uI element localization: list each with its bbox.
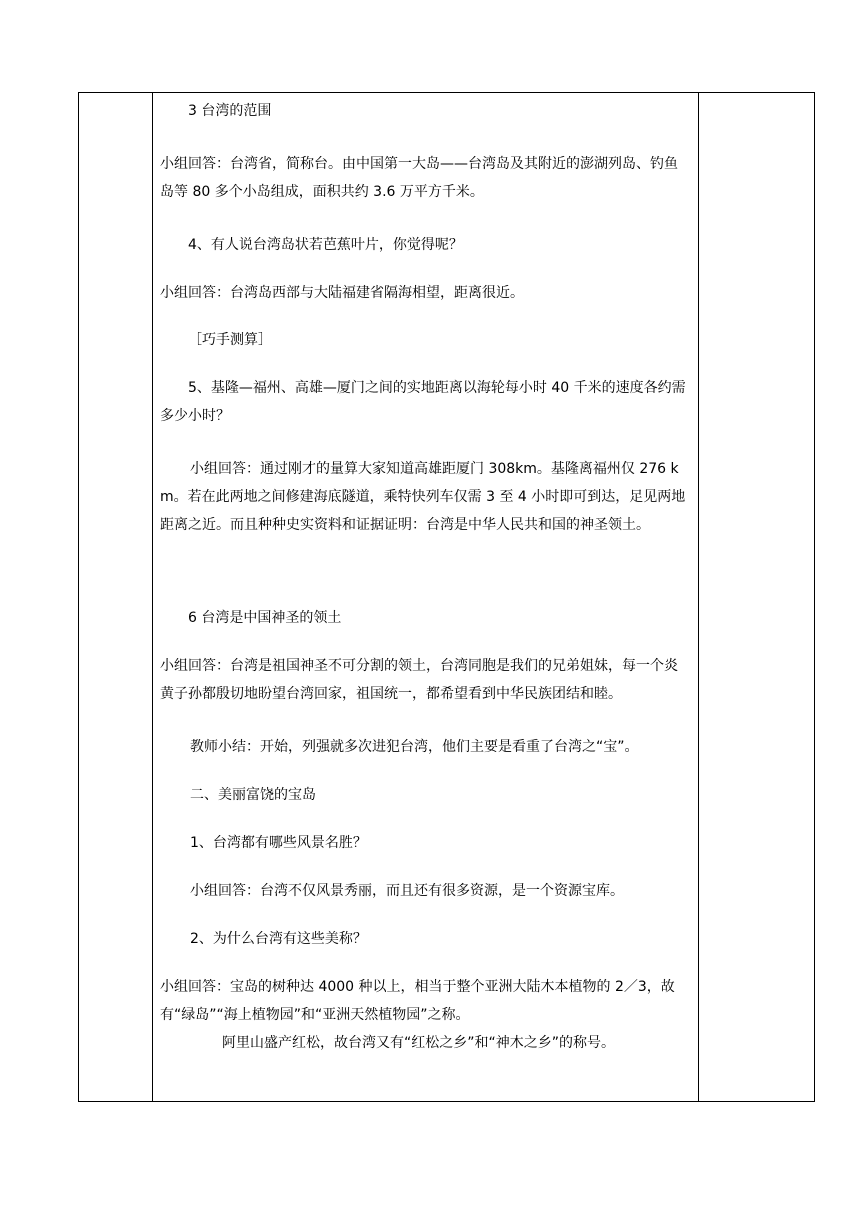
section-heading-treasure-island: 二、美丽富饶的宝岛 [190,787,316,803]
answer-nicknames: 小组回答：宝岛的树种达 4000 种以上，相当于整个亚洲大陆木本植物的 2／3，故有“绿岛”“海上植物园”和“亚洲天然植物园”之称。 [160,979,675,1023]
question-scenic-spots: 1、台湾都有哪些风景名胜？ [190,835,367,851]
answer-distance: 小组回答：通过刚才的量算大家知道高雄距厦门 308km。基隆离福州仅 276 km。若在此两地之间修建海底隧道，乘特快列车仅需 3 至 4 小时即可到达，足见两地距离之近。而且种种史实资料和证据证明：台湾是中华人民共和国的神圣领土。 [160,461,686,533]
table-column-divider-left [152,93,153,1101]
lesson-table [78,92,815,1102]
heading-sacred-territory: 6 台湾是中国神圣的领土 [188,610,342,626]
question-banana-leaf: 4、有人说台湾岛状若芭蕉叶片，你觉得呢？ [188,237,463,253]
answer-scenic-spots: 小组回答：台湾不仅风景秀丽，而且还有很多资源，是一个资源宝库。 [190,883,624,899]
answer-sacred-territory: 小组回答：台湾是祖国神圣不可分割的领土，台湾同胞是我们的兄弟姐妹，每一个炎黄子孙都殷切地盼望台湾回家，祖国统一，都希望看到中华民族团结和睦。 [160,658,678,702]
answer-taiwan-scope: 小组回答：台湾省，简称台。由中国第一大岛——台湾岛及其附近的澎湖列岛、钓鱼岛等 80 多个小岛组成，面积共约 3.6 万平方千米。 [160,156,678,200]
table-column-divider-right [698,93,699,1101]
teacher-summary: 教师小结：开始，列强就多次进犯台湾，他们主要是看重了台湾之“宝”。 [190,739,639,755]
heading-taiwan-scope: 3 台湾的范围 [188,103,272,119]
heading-measure: ［巧手测算］ [188,332,272,348]
question-distance: 5、基隆—福州、高雄—厦门之间的实地距离以海轮每小时 40 千米的速度各约需多少小时？ [160,380,686,424]
alishan-note: 阿里山盛产红松，故台湾又有“红松之乡”和“神木之乡”的称号。 [222,1035,616,1051]
question-nicknames: 2、为什么台湾有这些美称？ [190,931,367,947]
answer-banana-leaf: 小组回答：台湾岛西部与大陆福建省隔海相望，距离很近。 [160,285,524,301]
